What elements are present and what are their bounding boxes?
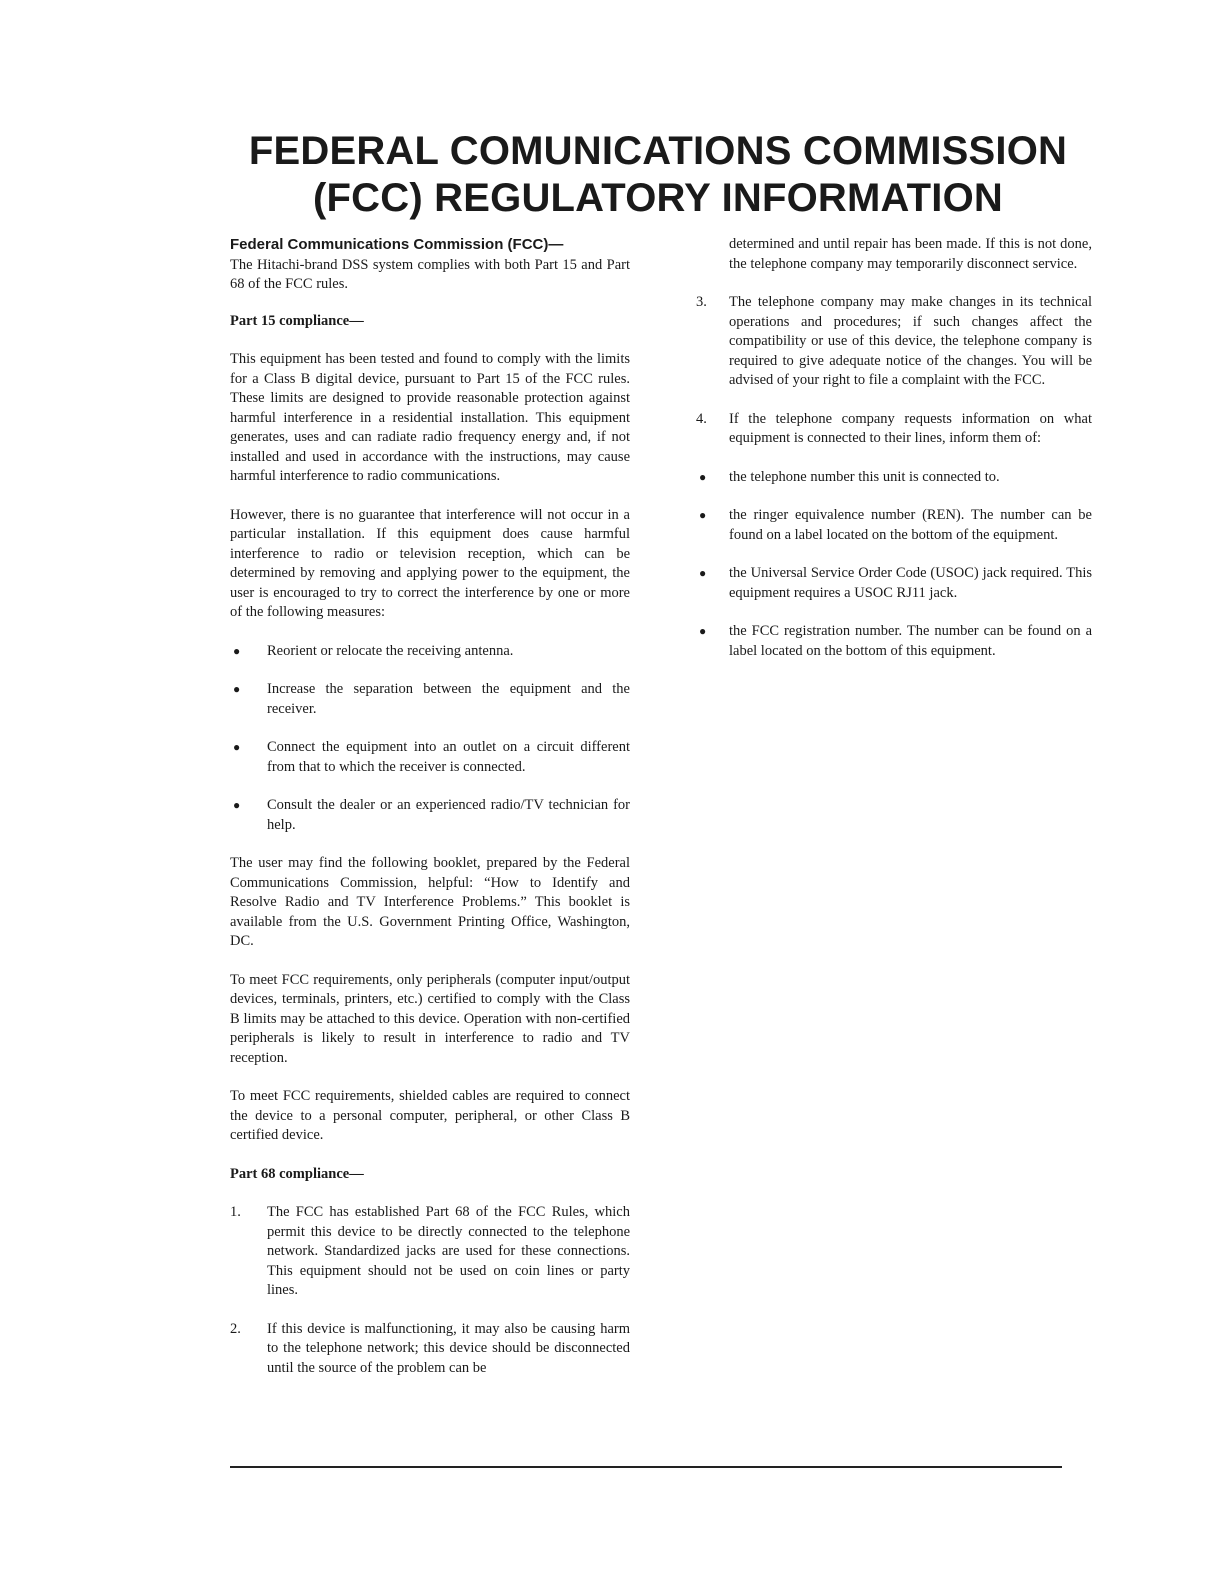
- intro-paragraph: [230, 235, 630, 295]
- intro-text: The Hitachi-brand DSS system complies with both Part 15 and Part 68 of the FCC rules.: [230, 256, 630, 292]
- list-item: [230, 796, 630, 835]
- list-item: [696, 410, 1092, 449]
- item-text: If the telephone company requests information on what equipment is connected to their lines, inform them of:: [729, 410, 1092, 446]
- page-title: [0, 128, 1220, 222]
- list-item: [230, 680, 630, 719]
- item-number: 2.: [230, 1320, 241, 1337]
- info-text: the ringer equivalence number (REN). The number can be found on a label located on the bottom of the equipment.: [729, 507, 1092, 543]
- bullet-icon: ●: [699, 624, 707, 638]
- bullet-icon: ●: [233, 682, 241, 696]
- part15-heading: Part 15 compliance—: [230, 312, 364, 329]
- list-item: [230, 1320, 630, 1379]
- part15-paragraph-2: However, there is no guarantee that interference will not occur in a particular installation. If this equipment does cause harmful interference to radio or television reception, which can be determined by removing and applying power to the equipment, the user is encouraged to try to correct the interference by one or more of the following measures:: [230, 506, 630, 620]
- info-text: the telephone number this unit is connected to.: [729, 468, 1000, 485]
- measure-text: Reorient or relocate the receiving antenna.: [267, 642, 514, 659]
- part68-heading: Part 68 compliance—: [230, 1165, 364, 1182]
- measure-text: Connect the equipment into an outlet on a circuit different from that to which the receiver is connected.: [267, 739, 630, 775]
- part15-paragraph-4: To meet FCC requirements, only peripherals (computer input/output devices, terminals, printers, etc.) certified to comply with the Class B limits may be attached to this device. Operation with non-certified peripherals is likely to result in interference to radio and TV reception.: [230, 971, 630, 1066]
- list-item: [696, 506, 1092, 545]
- part15-paragraph-1: This equipment has been tested and found to comply with the limits for a Class B digital device, pursuant to Part 15 of the FCC rules. These limits are designed to provide reasonable protection against harmful interference in a residential installation. This equipment generates, uses and can radiate radio frequency energy and, if not installed and used in accordance with the instructions, may cause harmful interference to radio communications.: [230, 351, 630, 484]
- list-item: [230, 1203, 630, 1301]
- part15-paragraph-3: The user may find the following booklet, prepared by the Federal Communications Commission, helpful: “How to Identify and Resolve Radio and TV Interference Problems.” This booklet is available from the U.S. Government Printing Office, Washington, DC.: [230, 855, 630, 949]
- page-title-line-2: (FCC) REGULATORY INFORMATION: [313, 176, 1003, 220]
- list-item: [696, 293, 1092, 391]
- right-column: [696, 235, 1092, 680]
- measure-text: Increase the separation between the equipment and the receiver.: [267, 681, 630, 717]
- left-column: [230, 235, 630, 1397]
- list-item: [696, 468, 1092, 488]
- item-number: 1.: [230, 1204, 241, 1220]
- item-text: The FCC has established Part 68 of the FCC Rules, which permit this device to be directly connected to the telephone network. Standardized jacks are used for these connections. This equipment should not be used on coin lines or party lines.: [267, 1204, 630, 1298]
- footer-rule: [230, 1466, 1062, 1468]
- bullet-icon: ●: [699, 469, 707, 484]
- list-item: [696, 564, 1092, 603]
- intro-heading: Federal Communications Commission (FCC)—: [230, 236, 564, 253]
- bullet-icon: ●: [233, 643, 241, 658]
- item-text: The telephone company may make changes in its technical operations and procedures; if such changes affect the compatibility or use of this device, the telephone company is required to give adequate notice of the changes. You will be advised of your right to file a complaint with the FCC.: [729, 294, 1092, 388]
- page-title-line-1: FEDERAL COMUNICATIONS COMMISSION: [248, 129, 1068, 173]
- bullet-icon: ●: [699, 508, 707, 522]
- measure-text: Consult the dealer or an experienced radio/TV technician for help.: [267, 797, 630, 833]
- part15-paragraph-5: To meet FCC requirements, shielded cables are required to connect the device to a personal computer, peripheral, or other Class B certified device.: [230, 1088, 630, 1143]
- list-item: [696, 235, 1092, 274]
- list-item: [696, 622, 1092, 661]
- info-text: the FCC registration number. The number can be found on a label located on the bottom of this equipment.: [729, 623, 1092, 659]
- list-item: [230, 642, 630, 662]
- item-text-continued: determined and until repair has been made. If this is not done, the telephone company may temporarily disconnect service.: [729, 236, 1092, 272]
- info-text: the Universal Service Order Code (USOC) jack required. This equipment requires a USOC RJ11 jack.: [729, 565, 1092, 601]
- bullet-icon: ●: [233, 798, 241, 812]
- item-number: 3.: [696, 294, 707, 310]
- list-item: [230, 738, 630, 777]
- item-number: 4.: [696, 410, 707, 427]
- bullet-icon: ●: [233, 740, 241, 754]
- item-text: If this device is malfunctioning, it may also be causing harm to the telephone network; this device should be disconnected until the source of the problem can be: [267, 1320, 630, 1376]
- bullet-icon: ●: [699, 566, 707, 580]
